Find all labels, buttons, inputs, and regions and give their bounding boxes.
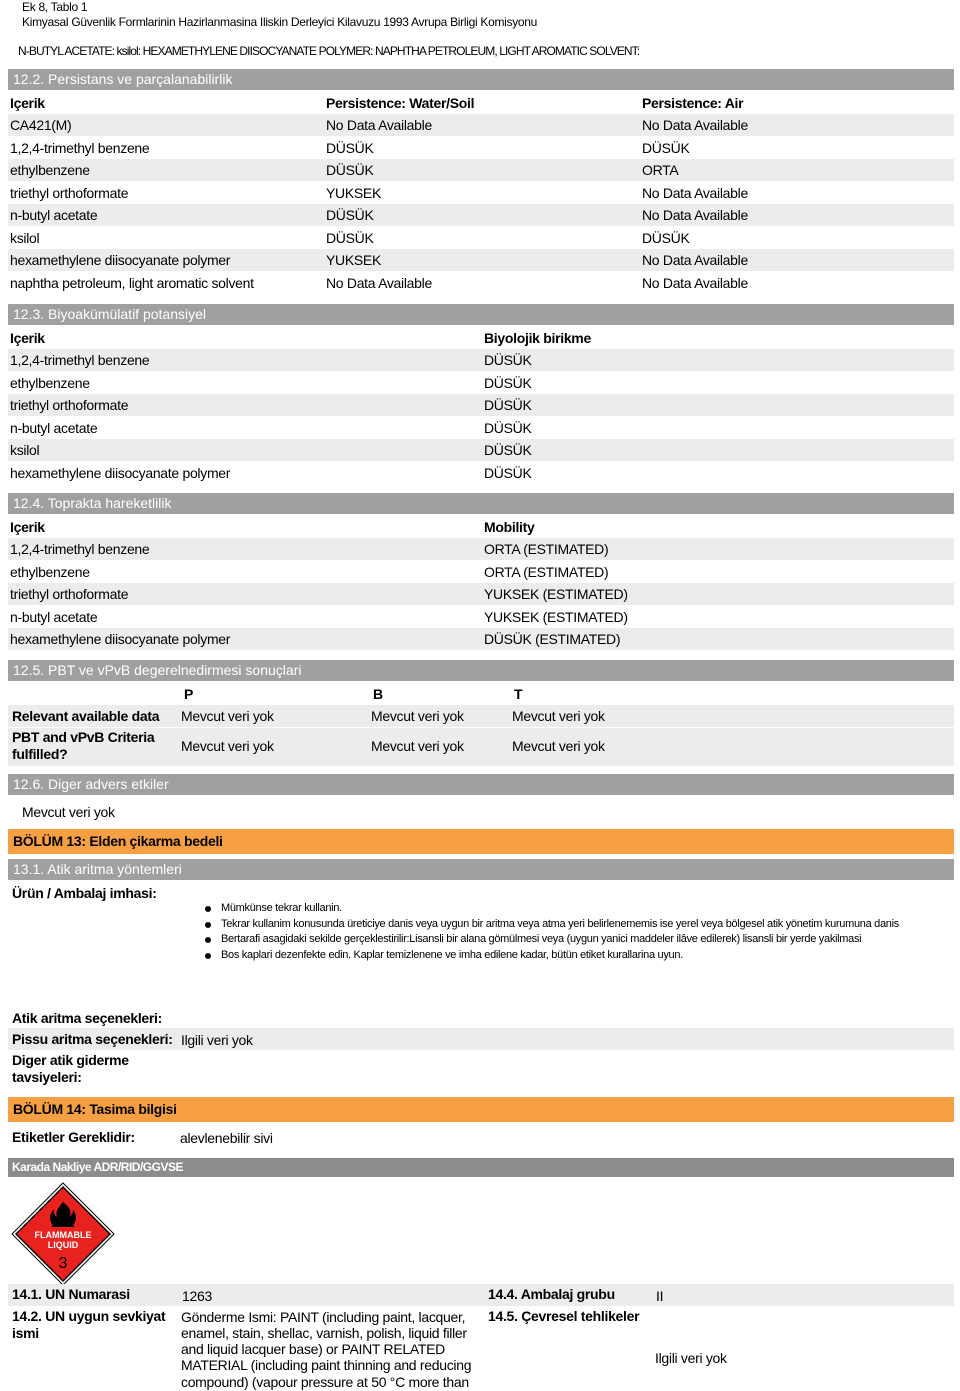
table-row: [8, 272, 954, 294]
table-cell: ethylbenzene: [10, 374, 90, 391]
table-cell: ethylbenzene: [10, 563, 90, 580]
section-12-4-title: 12.4. Toprakta hareketlilik: [8, 493, 954, 514]
table-cell: No Data Available: [326, 274, 432, 291]
list-item: Bos kaplari dezenfekte edin. Kaplar temizlenene ve imha edilene kadar, bütün etiket kurallarina uyun.: [205, 948, 899, 964]
shipping-name-line: and liquid lacquer base) or PAINT RELATED: [181, 1341, 445, 1357]
labels-required-value: alevlenebilir sivi: [180, 1130, 273, 1146]
section-13-1-title: 13.1. Atik aritma yöntemleri: [8, 859, 954, 880]
table-row: [8, 462, 954, 484]
table-row: [8, 182, 954, 204]
disposal-label: Ürün / Ambalaj imhasi:: [12, 885, 157, 901]
shipping-name-line: enamel, stain, shellac, varnish, polish, liquid filler: [181, 1325, 467, 1341]
table-cell: No Data Available: [642, 117, 748, 133]
column-header: Içerik: [10, 330, 45, 346]
table-cell: DÜSÜK: [326, 229, 374, 246]
table-cell: No Data Available: [326, 117, 432, 133]
list-item: Tekrar kullanim konusunda üreticiye danis veya uygun bir aritma veya atma yeri belirlenememis ise yerel veya bölgesel atik yönetim kurumuna danis: [205, 917, 899, 933]
shipping-name-line: Gönderme Ismi: PAINT (including paint, lacquer,: [181, 1309, 466, 1325]
table-row: [8, 349, 954, 371]
table-row: [8, 394, 954, 416]
table-cell: DÜSÜK: [326, 207, 374, 223]
column-header: Içerik: [10, 519, 45, 535]
shipping-name-label: 14.2. UN uygun sevkiyat: [12, 1308, 166, 1324]
table-cell: DÜSÜK: [642, 229, 690, 246]
list-item: Bertarafi asagidaki sekilde gerçeklestirilir:Lisansli bir alana gömülmesi veya (uygun yanici maddeler ilâve edilerek) lisansli bir yerde yakilmasi: [205, 932, 899, 948]
table-cell: YUKSEK: [326, 184, 381, 201]
packing-group-label: 14.4. Ambalaj grubu: [488, 1286, 615, 1302]
table-cell: triethyl orthoformate: [10, 586, 129, 602]
table-cell: DÜSÜK: [326, 162, 374, 178]
table-row: [8, 159, 954, 181]
column-header: Biyolojik birikme: [484, 330, 591, 346]
pbt-row-label: Relevant available data: [12, 708, 160, 724]
pbt-cell: Mevcut veri yok: [512, 738, 605, 754]
sewage-value: Ilgili veri yok: [181, 1032, 253, 1048]
table-cell: ethylbenzene: [10, 162, 90, 178]
column-header: Içerik: [10, 95, 45, 111]
pbt-cell: Mevcut veri yok: [371, 708, 464, 724]
table-cell: ORTA (ESTIMATED): [484, 541, 609, 557]
table-row: [8, 606, 954, 628]
placard-class-number: 3: [58, 1255, 68, 1272]
other-effects-text: Mevcut veri yok: [22, 804, 115, 820]
waste-options-label: Atik aritma seçenekleri:: [12, 1010, 162, 1026]
table-row: [8, 538, 954, 560]
table-cell: n-butyl acetate: [10, 608, 98, 625]
pbt-col-p: P: [184, 686, 194, 702]
table-cell: DÜSÜK: [484, 374, 532, 391]
table-cell: DÜSÜK: [642, 139, 690, 156]
table-cell: DÜSÜK: [484, 464, 532, 481]
table-cell: YUKSEK: [326, 252, 381, 268]
table-cell: ksilol: [10, 442, 40, 458]
table-cell: No Data Available: [642, 274, 748, 291]
table-cell: ksilol: [10, 229, 40, 246]
table-cell: ORTA: [642, 162, 679, 178]
other-disposal-label-2: tavsiyeleri:: [12, 1069, 82, 1085]
section-13-title: BÖLÜM 13: Elden çikarma bedeli: [8, 829, 954, 854]
other-disposal-label: Diger atik giderme: [12, 1052, 129, 1068]
list-item: Mümkünse tekrar kullanin.: [205, 901, 899, 917]
flammable-liquid-placard: [11, 1182, 115, 1286]
table-cell: DÜSÜK: [326, 139, 374, 156]
table-cell: triethyl orthoformate: [10, 184, 129, 201]
pbt-cell: Mevcut veri yok: [181, 708, 274, 724]
table-cell: triethyl orthoformate: [10, 397, 129, 413]
pbt-row-relevant: [8, 705, 954, 727]
disposal-list: [205, 901, 899, 963]
table-cell: DÜSÜK: [484, 419, 532, 436]
table-cell: YUKSEK (ESTIMATED): [484, 586, 628, 602]
shipping-name-line: MATERIAL (including paint thinning and reducing: [181, 1357, 472, 1373]
pbt-row-label: PBT and vPvB Criteria: [12, 729, 155, 745]
table-cell: DÜSÜK: [484, 352, 532, 368]
table-cell: 1,2,4-trimethyl benzene: [10, 541, 150, 557]
pbt-row-fulfilled: [8, 728, 954, 766]
table-row: [8, 372, 954, 394]
env-hazards-label: 14.5. Çevresel tehlikeler: [488, 1308, 640, 1324]
land-transport-bar: Karada Nakliye ADR/RID/GGVSE: [8, 1158, 954, 1177]
section-12-2-title: 12.2. Persistans ve parçalanabilirlik: [8, 69, 954, 90]
table-header-row: [8, 327, 954, 349]
header-line-2: Kimyasal Güvenlik Formlarinin Hazirlanmasina Iliskin Derleyici Kilavuzu 1993 Avrupa Birligi Komisyonu: [22, 15, 538, 29]
section-14-title: BÖLÜM 14: Tasima bilgisi: [8, 1097, 954, 1122]
table-header-row: [8, 516, 954, 538]
table-cell: hexamethylene diisocyanate polymer: [10, 252, 231, 268]
env-hazards-value: Ilgili veri yok: [655, 1350, 727, 1366]
table-cell: No Data Available: [642, 252, 748, 268]
table-row: [8, 439, 954, 461]
table-cell: ORTA (ESTIMATED): [484, 563, 609, 580]
table-header-row: [8, 92, 954, 114]
pbt-col-t: T: [514, 686, 523, 702]
pbt-col-b: B: [373, 686, 383, 702]
table-cell: 1,2,4-trimethyl benzene: [10, 352, 150, 368]
pbt-cell: Mevcut veri yok: [181, 738, 274, 754]
section-12-3-title: 12.3. Biyoakümülatif potansiyel: [8, 304, 954, 325]
pbt-row-label-2: fulfilled?: [12, 746, 68, 762]
placard-text-2: LIQUID: [47, 1240, 79, 1250]
table-row: [8, 583, 954, 605]
header-line-1: Ek 8, Tablo 1: [22, 0, 88, 14]
sewage-label: Pissu aritma seçenekleri:: [12, 1031, 173, 1047]
table-cell: No Data Available: [642, 184, 748, 201]
table-cell: 1,2,4-trimethyl benzene: [10, 139, 150, 156]
packing-group-value: II: [656, 1288, 664, 1304]
sewage-row: [8, 1028, 954, 1050]
table-cell: DÜSÜK: [484, 397, 532, 413]
shipping-name-line: compound) (vapour pressure at 50 °C more than: [181, 1374, 469, 1390]
shipping-name-label-2: ismi: [12, 1325, 39, 1341]
column-header: Persistence: Water/Soil: [326, 95, 475, 111]
table-cell: n-butyl acetate: [10, 419, 98, 436]
table-cell: CA421(M): [10, 117, 72, 133]
table-cell: naphtha petroleum, light aromatic solvent: [10, 274, 254, 291]
labels-required-label: Etiketler Gereklidir:: [12, 1129, 135, 1145]
table-cell: YUKSEK (ESTIMATED): [484, 608, 628, 625]
table-row: [8, 249, 954, 271]
table-row: [8, 114, 954, 136]
table-row: [8, 137, 954, 159]
section-12-6-title: 12.6. Diger advers etkiler: [8, 774, 954, 795]
pbt-cell: Mevcut veri yok: [371, 738, 464, 754]
table-cell: No Data Available: [642, 207, 748, 223]
table-cell: hexamethylene diisocyanate polymer: [10, 464, 231, 481]
section-12-5-title: 12.5. PBT ve vPvB degerelnedirmesi sonuçlari: [8, 660, 954, 681]
table-row: [8, 561, 954, 583]
table-row: [8, 417, 954, 439]
table-row: [8, 628, 954, 650]
pbt-cell: Mevcut veri yok: [512, 708, 605, 724]
un-number-label: 14.1. UN Numarasi: [12, 1286, 130, 1302]
pbt-header-row: [8, 683, 954, 705]
table-cell: DÜSÜK: [484, 442, 532, 458]
product-name: N-BUTYL ACETATE: ksilol: HEXAMETHYLENE DIISOCYANATE POLYMER: NAPHTHA PETROLEUM, LIGHT AROMATIC SOLVENT:: [18, 44, 640, 58]
un-row: [8, 1284, 954, 1306]
table-row: [8, 227, 954, 249]
un-number-value: 1263: [182, 1288, 212, 1304]
table-cell: hexamethylene diisocyanate polymer: [10, 631, 231, 647]
column-header: Persistence: Air: [642, 95, 744, 111]
table-row: [8, 204, 954, 226]
placard-text-1: FLAMMABLE: [34, 1230, 92, 1240]
table-cell: DÜSÜK (ESTIMATED): [484, 631, 621, 647]
table-cell: n-butyl acetate: [10, 207, 98, 223]
column-header: Mobility: [484, 519, 535, 535]
